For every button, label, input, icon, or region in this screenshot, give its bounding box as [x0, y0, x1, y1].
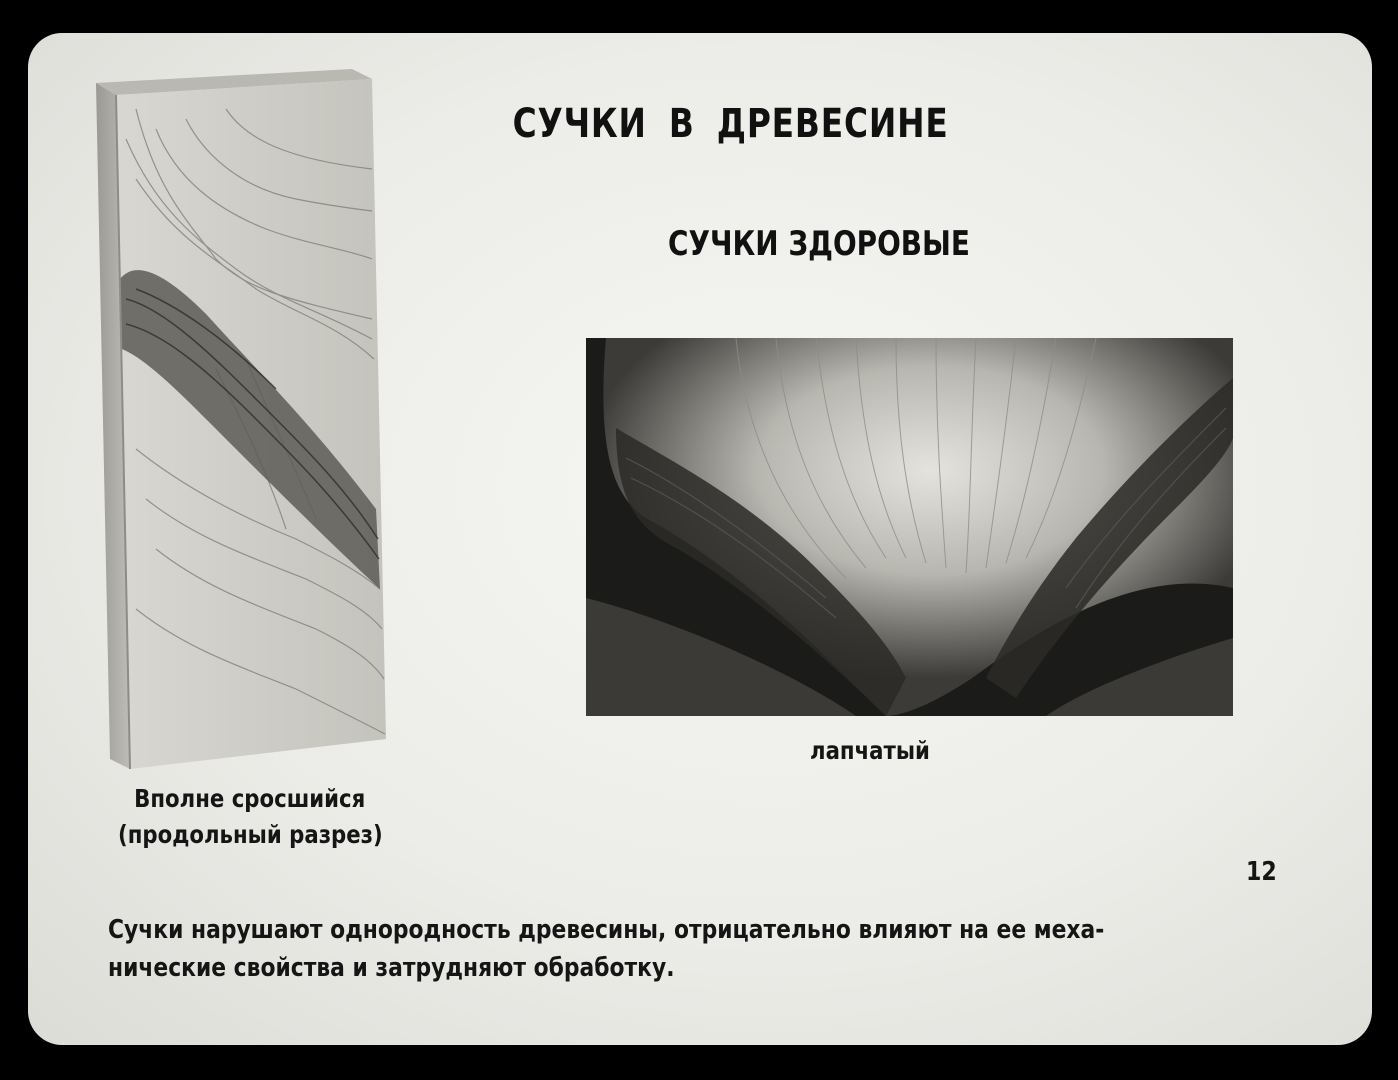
slide-card: [28, 33, 1372, 1045]
section-subtitle: СУЧКИ ЗДОРОВЫЕ: [668, 224, 970, 264]
page-number: 12: [1246, 857, 1277, 887]
slide-title: СУЧКИ В ДРЕВЕСИНЕ: [512, 101, 949, 147]
board-caption-line2: (продольный разрез): [118, 820, 383, 849]
body-text: [108, 911, 1267, 987]
body-text-line2: нические свойства и затрудняют обработку.: [108, 953, 675, 983]
photo-caption: лапчатый: [810, 736, 930, 765]
splayed-knot-photo: [586, 338, 1233, 716]
body-text-line1: Сучки нарушают однородность древесины, отрицательно влияют на ее меха-: [108, 915, 1105, 945]
board-caption: [118, 781, 382, 853]
board-caption-line1: Вполне сросшийся: [134, 784, 366, 813]
board-knot-image: [96, 69, 386, 769]
